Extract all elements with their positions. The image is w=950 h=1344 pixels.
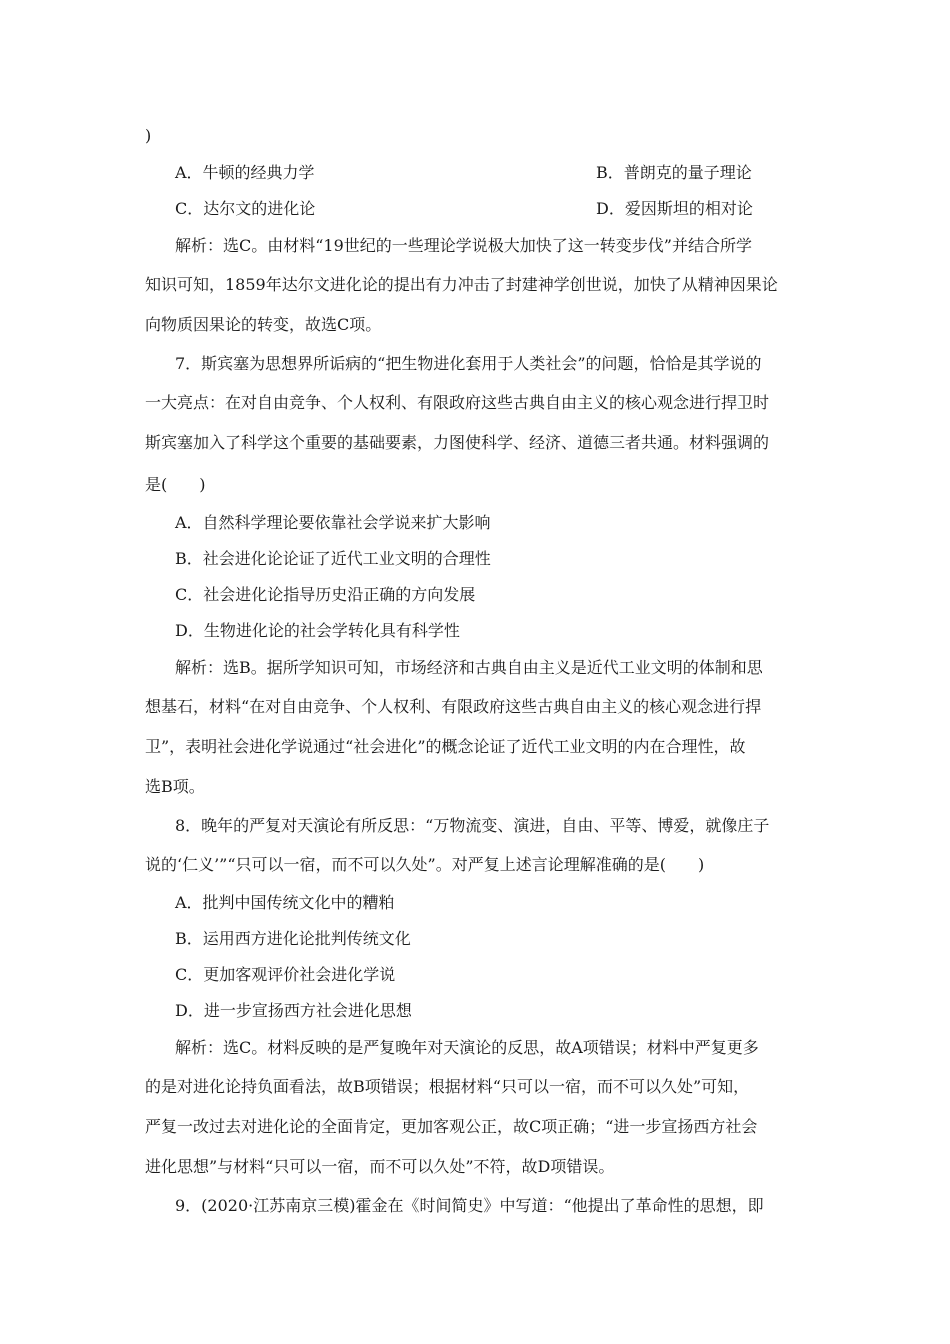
q7-analysis-line: 选B项。 (145, 777, 205, 796)
q7-stem-line: 是( ) (145, 475, 206, 494)
q6-stem-end: ) (145, 126, 152, 145)
q6-analysis-line: 知识可知，1859年达尔文进化论的提出有力冲击了封建神学创世说，加快了从精神因果论 (145, 275, 778, 294)
q8-option-b: B．运用西方进化论批判传统文化 (175, 929, 411, 948)
q7-analysis-line: 想基石，材料“在对自由竞争、个人权利、有限政府这些古典自由主义的核心观念进行捍 (145, 697, 762, 716)
q7-analysis-line: 卫”，表明社会进化学说通过“社会进化”的概念论证了近代工业文明的内在合理性，故 (145, 737, 746, 756)
q7-option-c: C．社会进化论指导历史沿正确的方向发展 (175, 585, 476, 604)
q8-option-d: D．进一步宣扬西方社会进化思想 (175, 1001, 412, 1020)
q8-stem-line: 说的‘仁义’”“只可以一宿，而不可以久处”。对严复上述言论理解准确的是( ) (145, 855, 705, 874)
q6-analysis-line: 向物质因果论的转变，故选C项。 (145, 315, 382, 334)
q8-analysis-line: 的是对进化论持负面看法，故B项错误；根据材料“只可以一宿，而不可以久处”可知， (145, 1077, 750, 1096)
q6-option-c: C．达尔文的进化论 (175, 199, 316, 218)
q7-stem-line: 斯宾塞加入了科学这个重要的基础要素，力图使科学、经济、道德三者共通。材料强调的 (145, 433, 770, 452)
q7-analysis-line: 解析：选B。据所学知识可知，市场经济和古典自由主义是近代工业文明的体制和思 (175, 658, 763, 677)
q8-analysis-line: 进化思想”与材料“只可以一宿，而不可以久处”不符，故D项错误。 (145, 1157, 615, 1176)
q9-stem-line: 9．(2020·江苏南京三模)霍金在《时间简史》中写道：“他提出了革命性的思想，即 (175, 1196, 764, 1215)
q6-option-d: D．爱因斯坦的相对论 (596, 199, 753, 218)
q7-stem-line: 7．斯宾塞为思想界所诟病的“把生物进化套用于人类社会”的问题，恰恰是其学说的 (175, 354, 762, 373)
q7-option-a: A．自然科学理论要依靠社会学说来扩大影响 (175, 513, 491, 532)
q7-option-b: B．社会进化论论证了近代工业文明的合理性 (175, 549, 491, 568)
q8-option-c: C．更加客观评价社会进化学说 (175, 965, 396, 984)
q8-stem-line: 8．晚年的严复对天演论有所反思：“万物流变、演进，自由、平等、博爱，就像庄子 (175, 816, 770, 835)
q7-stem-line: 一大亮点：在对自由竞争、个人权利、有限政府这些古典自由主义的核心观念进行捍卫时 (145, 393, 770, 412)
q6-option-a: A．牛顿的经典力学 (175, 163, 315, 182)
q7-option-d: D．生物进化论的社会学转化具有科学性 (175, 621, 460, 640)
q6-analysis-line: 解析：选C。由材料“19世纪的一些理论学说极大加快了这一转变步伐”并结合所学 (175, 236, 752, 255)
q6-option-b: B．普朗克的量子理论 (596, 163, 752, 182)
q8-analysis-line: 解析：选C。材料反映的是严复晚年对天演论的反思，故A项错误；材料中严复更多 (175, 1038, 759, 1057)
q8-option-a: A．批判中国传统文化中的糟粕 (175, 893, 395, 912)
q8-analysis-line: 严复一改过去对进化论的全面肯定，更加客观公正，故C项正确；“进一步宣扬西方社会 (145, 1117, 758, 1136)
